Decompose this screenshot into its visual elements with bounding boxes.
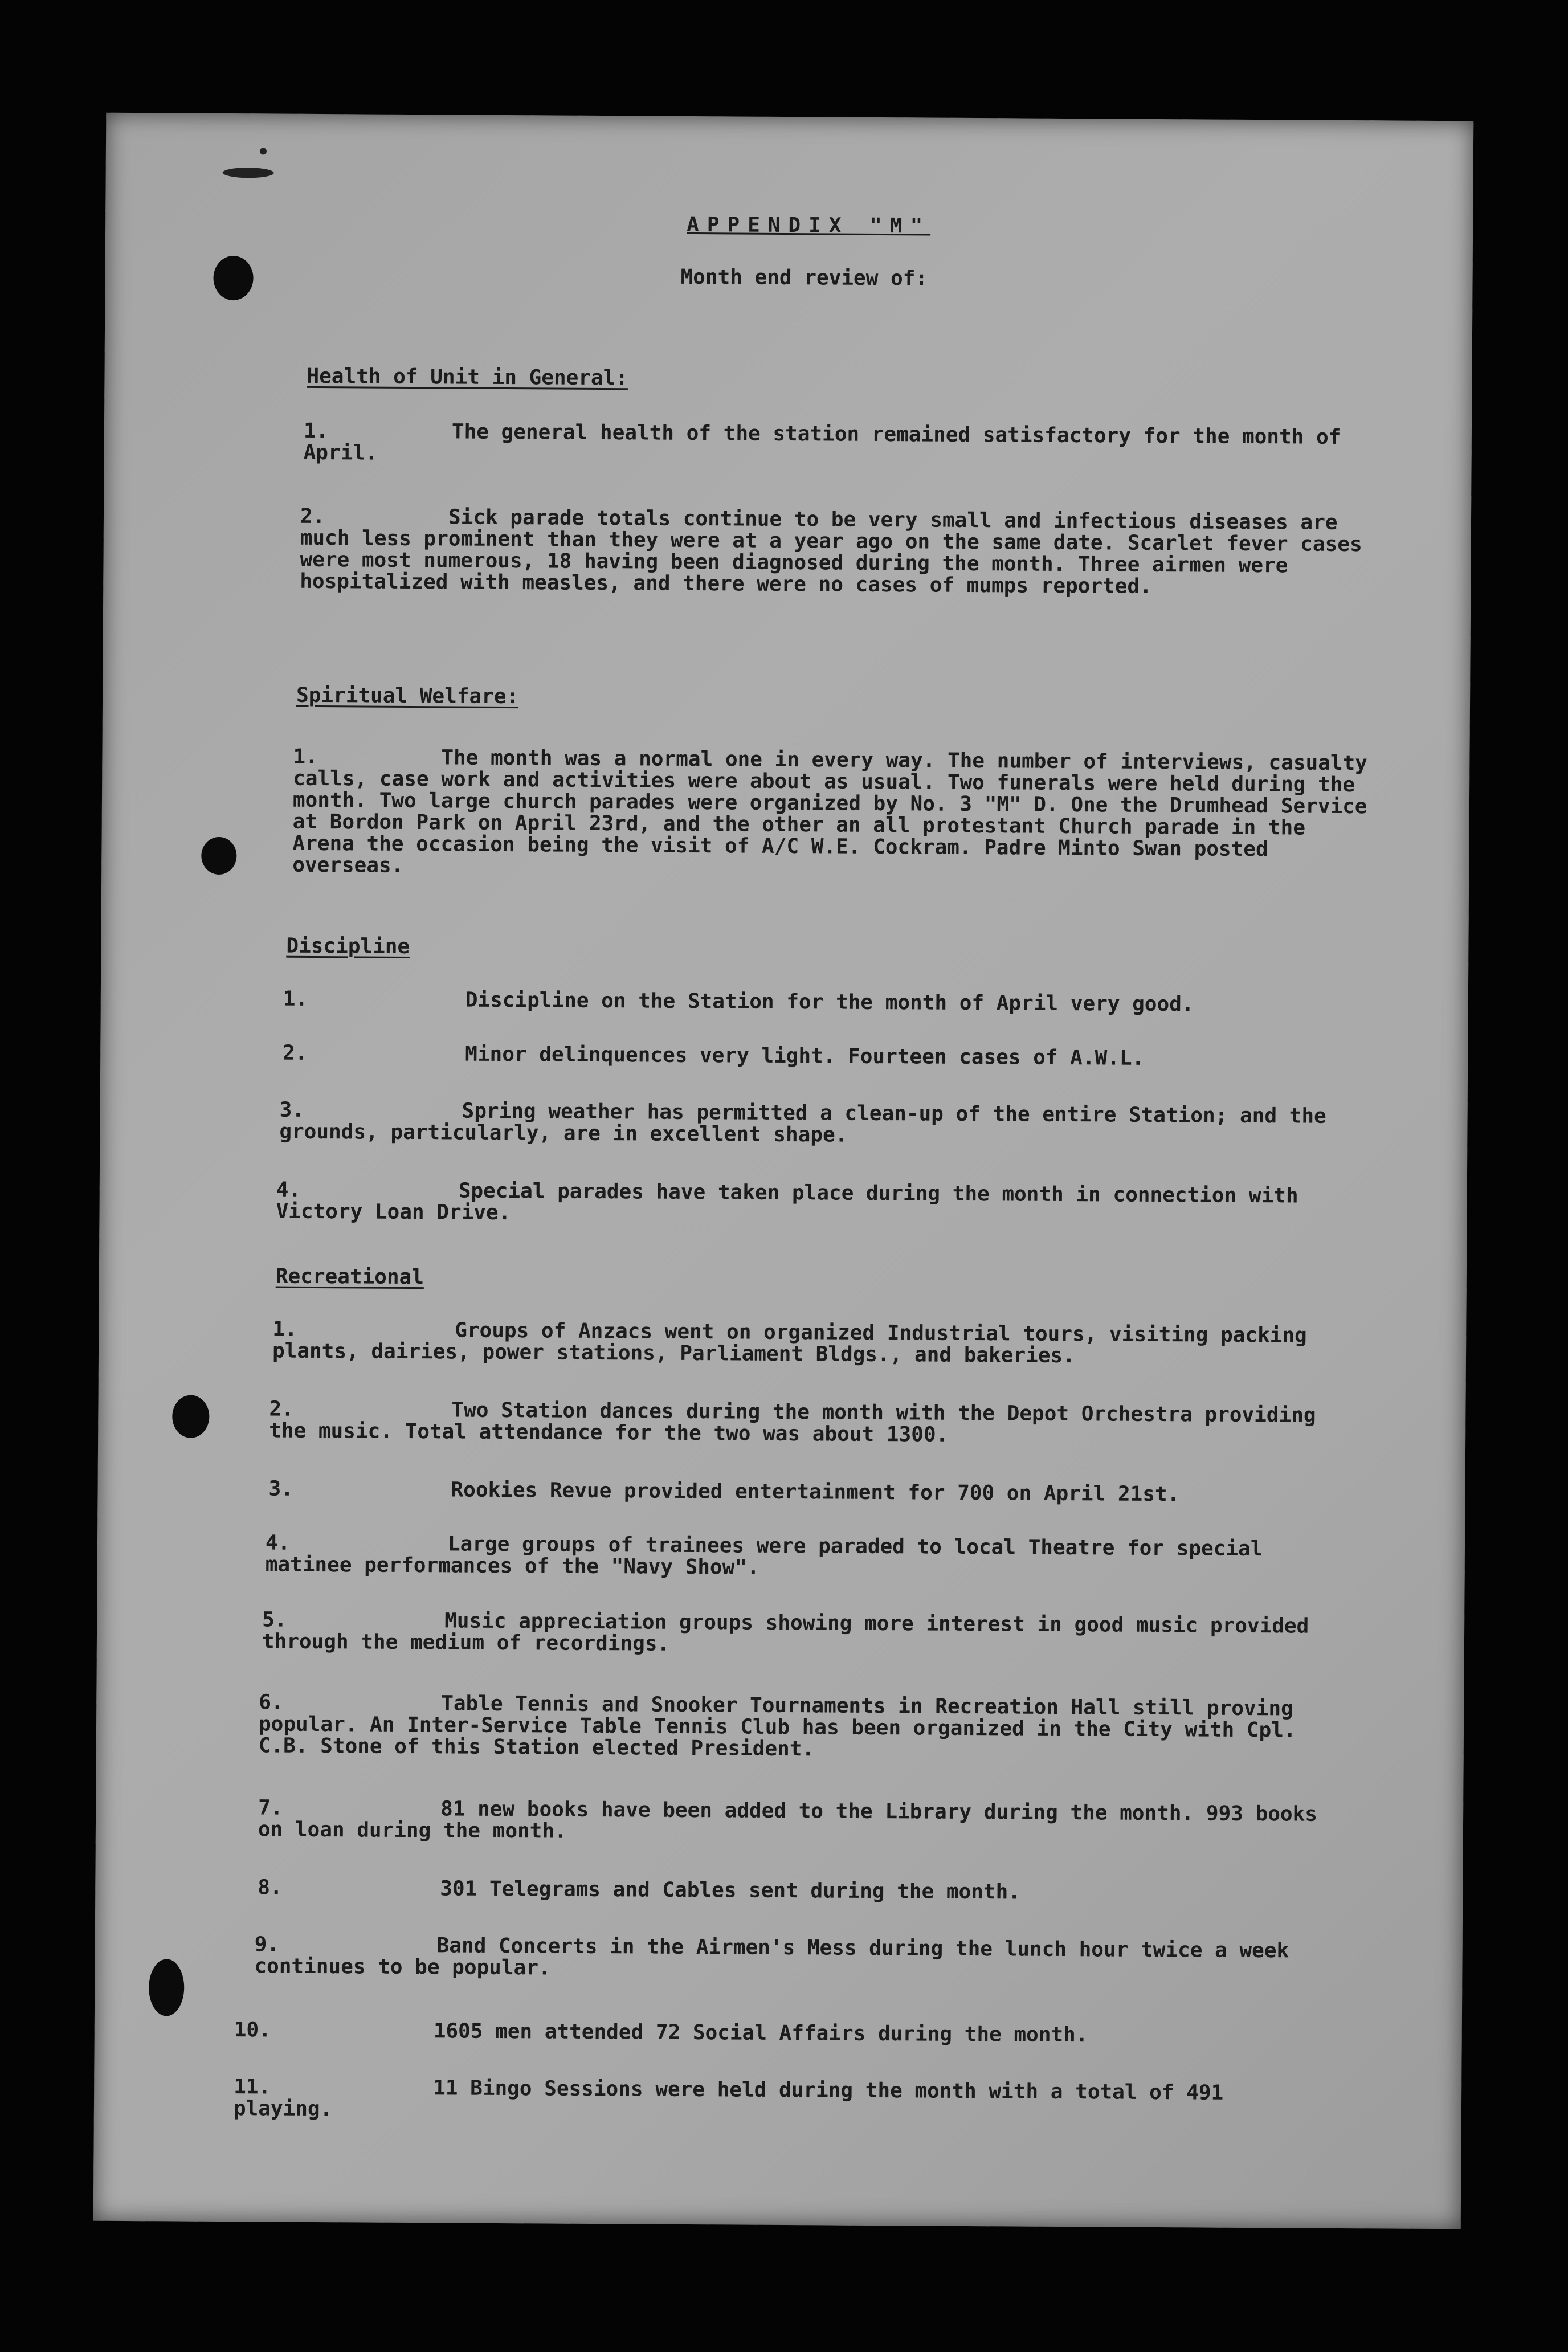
- punch-hole: [172, 1395, 209, 1438]
- item-number: 1.: [303, 419, 329, 443]
- ink-mark: [260, 148, 267, 154]
- paragraph: [262, 1609, 1345, 1659]
- item-text: 301 Telegrams and Cables sent during the month.: [440, 1877, 1021, 1904]
- document-page: [93, 113, 1474, 2230]
- paragraph: [254, 1934, 1337, 1984]
- paragraph: [283, 989, 1366, 1017]
- paragraph: [292, 746, 1375, 883]
- section-heading-spiritual: Spiritual Welfare:: [296, 683, 519, 709]
- punch-hole: [149, 1959, 185, 2016]
- document-title: APPENDIX "M": [687, 213, 931, 238]
- item-text: Two Station dances during the month with the Depot Orchestra providing the music. Total attendance for the two was about 1300.: [269, 1398, 1316, 1447]
- paragraph: [266, 1532, 1348, 1582]
- item-text: The month was a normal one in every way. The number of interviews, casualty calls, case work and activities were about as usual. Two funerals were held during the month. Two large church parades were organized by No. 3 "M" D. One the Drumhead Service at Bordon Park on April 23rd, and the other an all protestant Church parade in the Arena the occasion being the visit of A/C W.E. Cockram. Padre Minto Swan posted overseas.: [292, 746, 1368, 877]
- item-number: 9.: [254, 1933, 280, 1957]
- item-number: 8.: [258, 1876, 283, 1900]
- document-subtitle: Month end review of:: [680, 265, 928, 291]
- item-text: Table Tennis and Snooker Tournaments in Recreation Hall still proving popular. An Inter-Service Table Tennis Club has been organized in the City with Cpl. C.B. Stone of this Station elected President.: [258, 1692, 1296, 1761]
- paragraph: [234, 2019, 1317, 2048]
- item-text: Rookies Revue provided entertainment for 700 on April 21st.: [451, 1478, 1180, 1506]
- paragraph: [279, 1100, 1362, 1150]
- item-number: 3.: [279, 1098, 305, 1122]
- paragraph: [272, 1319, 1355, 1369]
- punch-hole: [213, 256, 253, 300]
- item-text: Large groups of trainees were paraded to local Theatre for special matinee performances of the "Navy Show".: [265, 1532, 1263, 1579]
- item-text: 11 Bingo Sessions were held during the month with a total of 491 playing.: [233, 2076, 1224, 2121]
- item-text: 1605 men attended 72 Social Affairs during the month.: [433, 2019, 1088, 2047]
- section-heading-recreational: Recreational: [275, 1264, 424, 1289]
- item-text: Special parades have taken place during the month in connection with Victory Loan Drive.: [276, 1179, 1298, 1225]
- item-text: Discipline on the Station for the month of April very good.: [465, 988, 1194, 1016]
- item-number: 1.: [272, 1317, 297, 1341]
- item-number: 2.: [269, 1397, 294, 1421]
- item-number: 2.: [300, 504, 325, 529]
- item-number: 4.: [265, 1531, 291, 1555]
- paragraph: [259, 1692, 1342, 1763]
- paragraph: [268, 1478, 1351, 1506]
- item-number: 7.: [258, 1796, 283, 1820]
- paragraph: [258, 1877, 1340, 1905]
- ink-mark: [223, 168, 274, 178]
- item-text: Minor delinquences very light. Fourteen cases of A.W.L.: [465, 1042, 1145, 1070]
- item-number: 10.: [234, 2018, 271, 2042]
- paragraph: [283, 1043, 1365, 1071]
- paragraph: [300, 506, 1383, 599]
- item-number: 6.: [259, 1690, 284, 1714]
- item-number: 11.: [234, 2075, 271, 2099]
- item-number: 4.: [276, 1178, 301, 1202]
- paragraph: [304, 420, 1386, 471]
- item-number: 1.: [283, 987, 308, 1011]
- item-text: The general health of the station remained satisfactory for the month of April.: [303, 420, 1341, 465]
- item-text: Band Concerts in the Airmen's Mess during the lunch hour twice a week continues to be popular.: [254, 1934, 1289, 1980]
- item-number: 3.: [268, 1477, 294, 1501]
- item-text: Spring weather has permitted a clean-up of the entire Station; and the grounds, particularly, are in excellent shape.: [279, 1099, 1326, 1147]
- paragraph: [269, 1398, 1351, 1448]
- item-text: Sick parade totals continue to be very small and infectious diseases are much less prominent than they were at a year ago on the same date. Scarlet fever cases were most numerous, 18 having been diagnosed during the month. Three airmen were hospitalized with measles, and there were no cases of mumps reported.: [300, 505, 1362, 598]
- item-text: Music appreciation groups showing more interest in good music provided through the medium of recordings.: [262, 1609, 1309, 1656]
- section-heading-health: Health of Unit in General:: [307, 364, 628, 390]
- punch-hole: [201, 837, 236, 875]
- section-heading-discipline: Discipline: [286, 934, 410, 958]
- item-text: Groups of Anzacs went on organized Industrial tours, visiting packing plants, dairies, power stations, Parliament Bldgs., and bakeries.: [272, 1318, 1307, 1368]
- paragraph: [258, 1797, 1341, 1847]
- item-number: 2.: [283, 1041, 308, 1065]
- paragraph: [234, 2076, 1316, 2126]
- item-text: 81 new books have been added to the Library during the month. 993 books on loan during the month.: [258, 1797, 1318, 1843]
- paragraph: [276, 1179, 1358, 1230]
- item-number: 5.: [262, 1608, 287, 1632]
- item-number: 1.: [293, 745, 318, 769]
